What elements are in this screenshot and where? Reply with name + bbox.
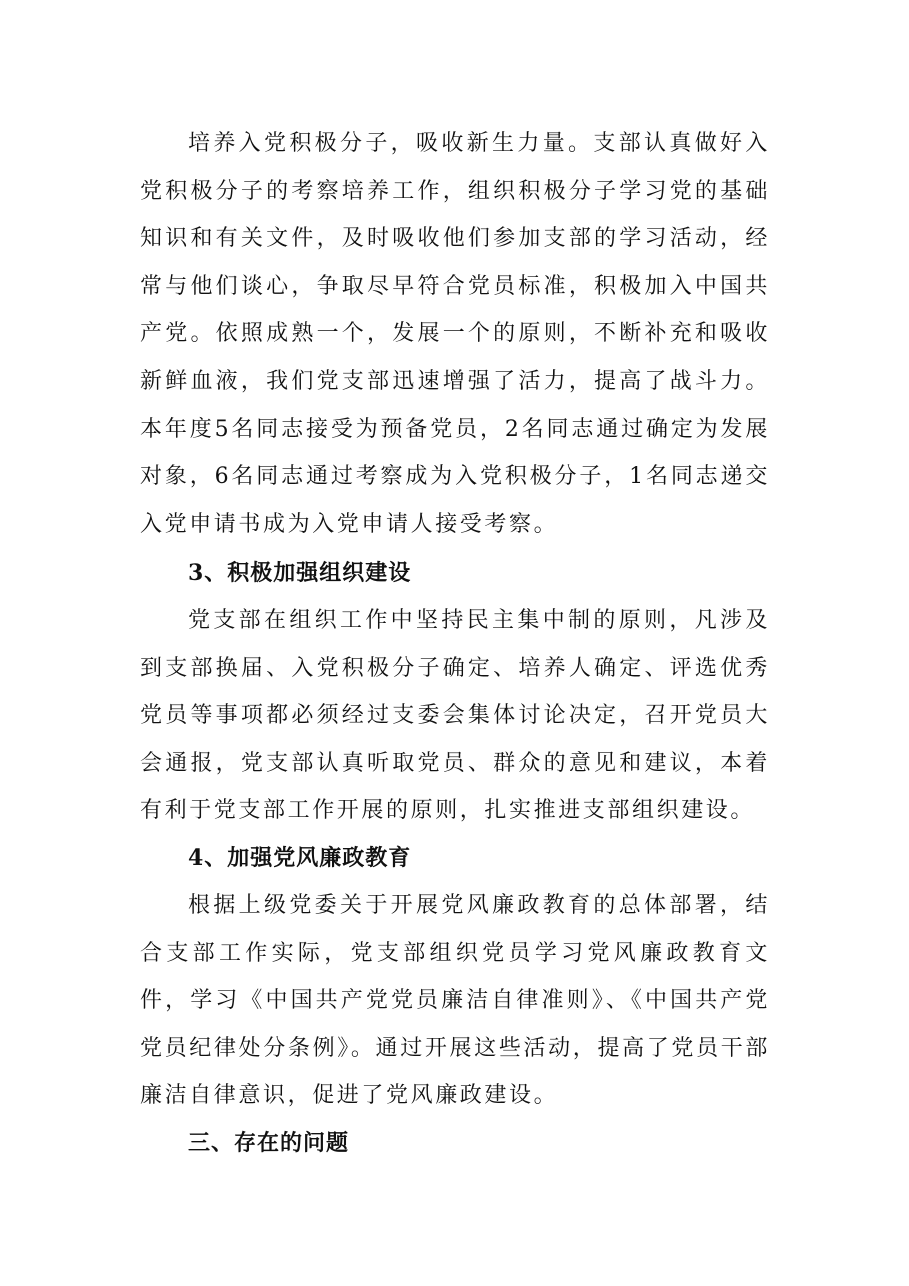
heading-existing-problems: 三、存在的问题 — [188, 1130, 350, 1156]
paragraph-organization-building: 党支部在组织工作中坚持民主集中制的原则，凡涉及到支部换届、入党积极分子确定、培养人确定、评选优秀党员等事项都必须经过支委会集体讨论决定，召开党员大会通报，党支部认真听取党员、群众的意见和建议，本着有利于党支部工作开展的原则，扎实推进支部组织建设。 — [140, 608, 770, 824]
paragraph-integrity-education: 根据上级党委关于开展党风廉政教育的总体部署，结合支部工作实际，党支部组织党员学习党风廉政教育文件，学习《中国共产党党员廉洁自律准则》、《中国共产党党员纪律处分条例》。通过开展这些活动，提高了党员干部廉洁自律意识，促进了党风廉政建设。 — [140, 893, 770, 1109]
paragraph-party-activists: 培养入党积极分子，吸收新生力量。支部认真做好入党积极分子的考察培养工作，组织积极分子学习党的基础知识和有关文件，及时吸收他们参加支部的学习活动，经常与他们谈心，争取尽早符合党员标准，积极加入中国共产党。依照成熟一个，发展一个的原则，不断补充和吸收新鲜血液，我们党支部迅速增强了活力，提高了战斗力。本年度5名同志接受为预备党员，2名同志通过确定为发展对象，6名同志通过考察成为入党积极分子，1名同志递交入党申请书成为入党申请人接受考察。 — [140, 131, 770, 537]
heading-integrity-education: 4、加强党风廉政教育 — [188, 845, 412, 871]
heading-organization-building: 3、积极加强组织建设 — [188, 560, 412, 586]
